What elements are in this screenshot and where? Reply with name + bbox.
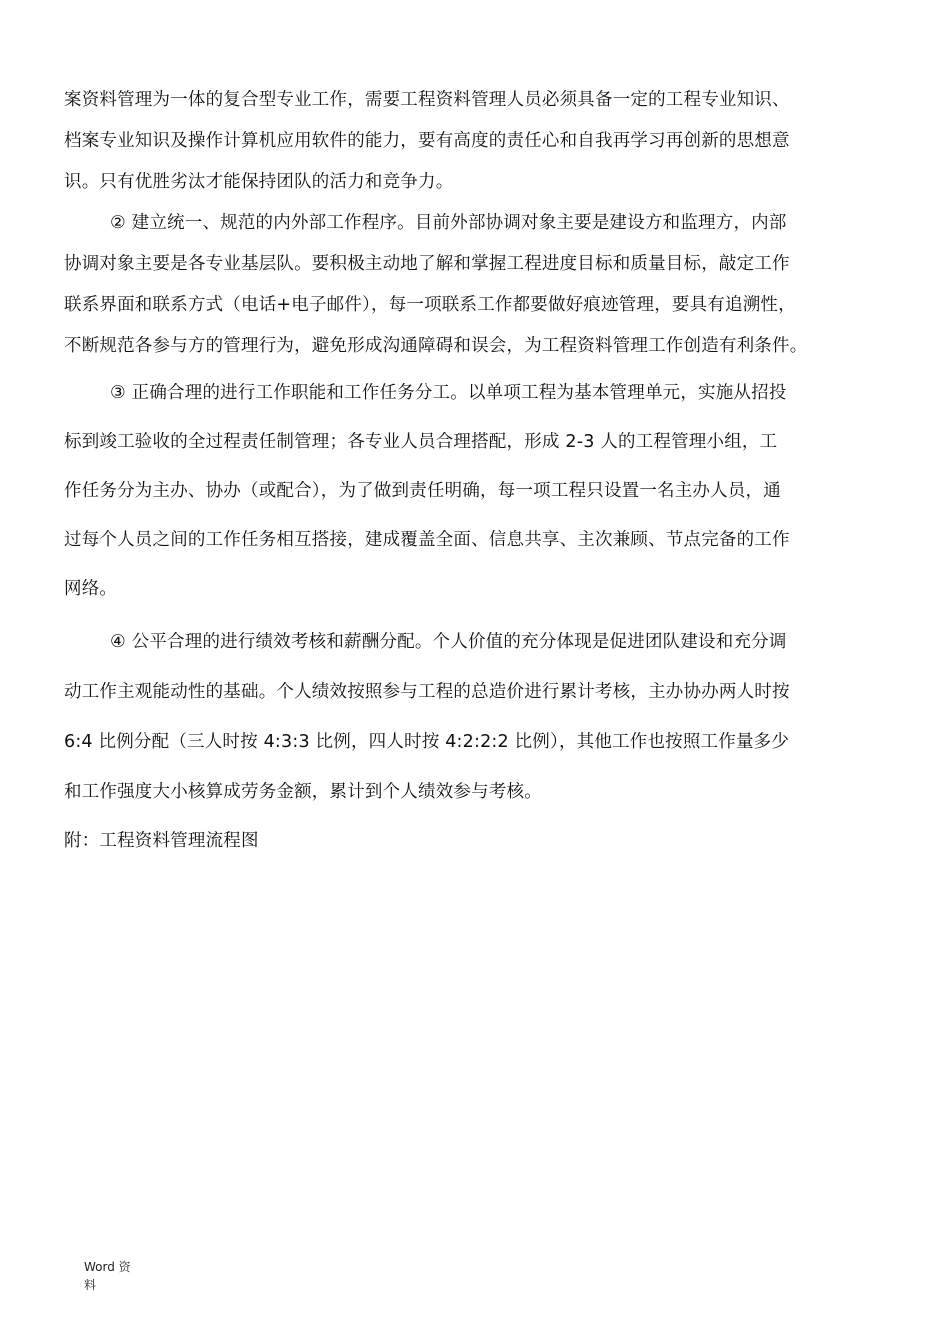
text-line: 档案专业知识及操作计算机应用软件的能力，要有高度的责任心和自我再学习再创新的思想意	[64, 131, 790, 151]
page-footer	[84, 1258, 144, 1294]
text-line: ④ 公平合理的进行绩效考核和薪酬分配。个人价值的充分体现是促进团队建设和充分调	[110, 632, 787, 652]
paragraph-performance-pay	[64, 617, 900, 817]
footer-line: 料	[84, 1278, 97, 1292]
text-line: 动工作主观能动性的基础。个人绩效按照参与工程的总造价进行累计考核，主办协办两人时按	[64, 682, 790, 702]
paragraph-appendix	[64, 819, 900, 863]
document-body	[64, 80, 900, 863]
text-line: 和工作强度大小核算成劳务金额，累计到个人绩效参与考核。	[64, 782, 542, 802]
text-line: 作任务分为主办、协办（或配合），为了做到责任明确，每一项工程只设置一名主办人员，通	[64, 481, 781, 501]
footer-line: Word 资	[84, 1260, 131, 1274]
text-line: 识。只有优胜劣汰才能保持团队的活力和竞争力。	[64, 172, 454, 192]
text-line: 标到竣工验收的全过程责任制管理；各专业人员合理搭配，形成 2-3 人的工程管理小组，工	[64, 432, 778, 452]
paragraph-task-division	[64, 369, 900, 614]
text-line: 6:4 比例分配（三人时按 4:3:3 比例，四人时按 4:2:2:2 比例），其他工作也按照工作量多少	[64, 732, 790, 752]
text-line: 联系界面和联系方式（电话+电子邮件），每一项联系工作都要做好痕迹管理，要具有追溯性，	[64, 295, 796, 315]
text-line: 网络。	[64, 579, 118, 599]
text-line: 案资料管理为一体的复合型专业工作，需要工程资料管理人员必须具备一定的工程专业知识、	[64, 90, 790, 110]
text-line: 过每个人员之间的工作任务相互搭接，建成覆盖全面、信息共享、主次兼顾、节点完备的工作	[64, 530, 790, 550]
appendix-title: 附：工程资料管理流程图	[64, 831, 259, 851]
text-line: ② 建立统一、规范的内外部工作程序。目前外部协调对象主要是建设方和监理方，内部	[110, 213, 787, 233]
text-line: ③ 正确合理的进行工作职能和工作任务分工。以单项工程为基本管理单元，实施从招投	[110, 383, 787, 403]
paragraph-team-quality	[64, 80, 900, 203]
text-line: 不断规范各参与方的管理行为，避免形成沟通障碍和误会，为工程资料管理工作创造有利条件。	[64, 336, 808, 356]
paragraph-work-procedure	[64, 203, 900, 367]
text-line: 协调对象主要是各专业基层队。要积极主动地了解和掌握工程进度目标和质量目标，敲定工作	[64, 254, 790, 274]
